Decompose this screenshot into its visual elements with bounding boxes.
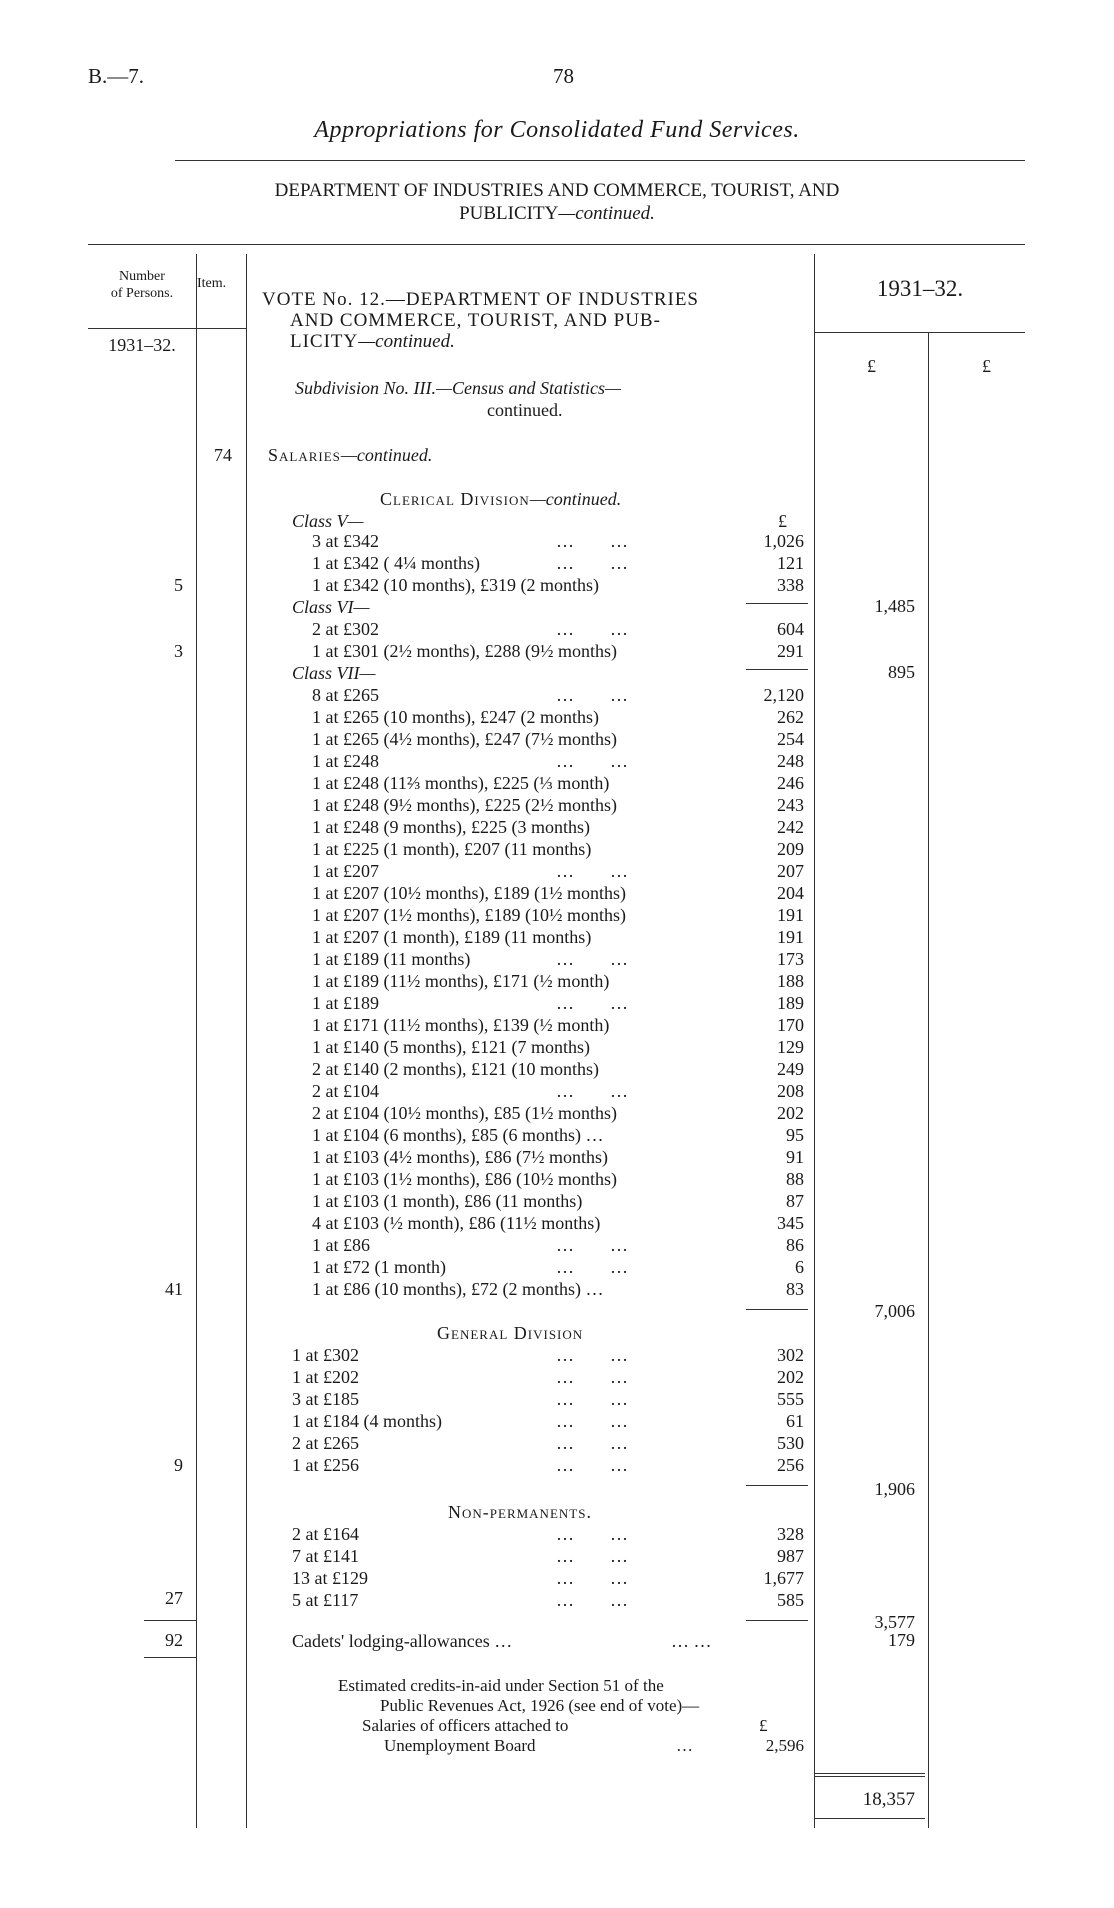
class-vii-row-amount: 249 xyxy=(777,1059,804,1079)
class-vii-row-text: 1 at £103 (1 month), £86 (11 months) xyxy=(312,1191,583,1211)
class-vii-row-text: 1 at £189 (11 months) xyxy=(312,949,471,969)
class-vii-row-amount: 191 xyxy=(777,927,804,947)
class-vii-row-amount: 246 xyxy=(777,773,804,793)
non-permanents-row-text: 13 at £129 xyxy=(292,1568,368,1588)
class-vii-row-amount: 188 xyxy=(777,971,804,991)
general-division-row-amount: 61 xyxy=(786,1411,804,1431)
class-vii-row-text: 1 at £265 (10 months), £247 (2 months) xyxy=(312,707,599,727)
non-permanents-subtotal-rule xyxy=(746,1620,808,1621)
column-rule-persons xyxy=(196,254,197,1828)
document-reference: B.—7. xyxy=(88,64,145,88)
class-vii-row-text: 1 at £171 (11½ months), £139 (½ month) xyxy=(312,1015,610,1035)
total-persons: 92 xyxy=(165,1630,183,1650)
class-vii-row-text: 1 at £225 (1 month), £207 (11 months) xyxy=(312,839,592,859)
general-division-row-dots: … … xyxy=(556,1411,628,1431)
class-vii-row-amount: 173 xyxy=(777,949,804,969)
class-vii-row-amount: 129 xyxy=(777,1037,804,1057)
class-vii-row-amount: 345 xyxy=(777,1213,804,1233)
general-division-row-dots: … … xyxy=(556,1455,628,1475)
class-vii-label: Class VII— xyxy=(292,663,376,683)
department-title-line1: DEPARTMENT OF INDUSTRIES AND COMMERCE, TOURIST, AND xyxy=(274,180,840,201)
class-vii-row-dots: … … xyxy=(556,861,628,881)
non-permanents-persons: 27 xyxy=(165,1588,183,1608)
non-permanents-row-amount: 328 xyxy=(777,1524,804,1544)
class-vii-row-amount: 87 xyxy=(786,1191,804,1211)
class-vii-row-amount: 243 xyxy=(777,795,804,815)
general-division-row-text: 3 at £185 xyxy=(292,1389,359,1409)
general-division-row-amount: 530 xyxy=(777,1433,804,1453)
vote-title-line2: AND COMMERCE, TOURIST, AND PUB- xyxy=(290,310,661,331)
credits-pound: £ xyxy=(759,1716,768,1735)
vote-title-name: LICITY xyxy=(290,331,359,352)
clerical-division-label: Clerical Division xyxy=(380,489,530,509)
salaries-continued: —continued. xyxy=(340,445,433,465)
class-vi-row-text: 2 at £302 xyxy=(312,619,379,639)
clerical-division-continued: —continued. xyxy=(529,489,622,509)
running-title: Appropriations for Consolidated Fund Services. xyxy=(314,117,800,143)
class-vi-row-amount: 291 xyxy=(777,641,804,661)
class-vii-total: 7,006 xyxy=(874,1301,915,1321)
general-division-row-text: 1 at £202 xyxy=(292,1367,359,1387)
class-v-row-amount: 1,026 xyxy=(763,531,804,551)
class-vii-row-text: 1 at £207 xyxy=(312,861,379,881)
vote-title-line1: VOTE No. 12.—DEPARTMENT OF INDUSTRIES xyxy=(262,289,699,310)
non-permanents-heading: Non-permanents. xyxy=(448,1502,592,1522)
non-permanents-row-amount: 1,677 xyxy=(763,1568,804,1588)
class-vi-row-dots: … … xyxy=(556,619,628,639)
persons-total-rule-bottom xyxy=(144,1657,196,1658)
persons-total-rule-top xyxy=(144,1620,196,1621)
class-vii-row-text: 1 at £207 (1½ months), £189 (10½ months) xyxy=(312,905,626,925)
class-vii-row-amount: 207 xyxy=(777,861,804,881)
class-v-row-amount: 121 xyxy=(777,553,804,573)
class-v-total: 1,485 xyxy=(874,596,915,616)
class-vi-persons: 3 xyxy=(174,641,183,661)
non-permanents-row-dots: … … xyxy=(556,1524,628,1544)
pound-heading-1: £ xyxy=(867,356,876,376)
vote-title-continued: —continued. xyxy=(358,331,455,352)
class-v-row-amount: 338 xyxy=(777,575,804,595)
general-division-row-dots: … … xyxy=(556,1433,628,1453)
class-vii-row-amount: 204 xyxy=(777,883,804,903)
class-vii-row-amount: 242 xyxy=(777,817,804,837)
general-division-persons: 9 xyxy=(174,1455,183,1475)
class-vi-total: 895 xyxy=(888,662,915,682)
class-vii-row-dots: … … xyxy=(556,751,628,771)
class-v-row-dots: … … xyxy=(556,553,628,573)
class-vii-row-amount: 254 xyxy=(777,729,804,749)
class-vii-row-amount: 170 xyxy=(777,1015,804,1035)
title-rule xyxy=(175,160,1025,161)
credits-line1: Estimated credits-in-aid under Section 51 of the xyxy=(338,1676,664,1695)
column-rule-pounds xyxy=(928,332,929,1828)
column-rule-item xyxy=(246,254,247,1828)
salaries-label: Salaries xyxy=(268,445,341,465)
credits-amount: 2,596 xyxy=(765,1736,804,1755)
class-vii-row-text: 1 at £248 (9 months), £225 (3 months) xyxy=(312,817,590,837)
class-vii-row-amount: 86 xyxy=(786,1235,804,1255)
class-vii-row-text: 1 at £86 (10 months), £72 (2 months) … xyxy=(312,1279,604,1299)
class-vii-row-dots: … … xyxy=(556,1235,628,1255)
item-number: 74 xyxy=(214,445,232,465)
class-vii-row-text: 1 at £189 (11½ months), £171 (½ month) xyxy=(312,971,610,991)
class-v-row-text: 1 at £342 ( 4¼ months) xyxy=(312,553,480,573)
cadets-total: 179 xyxy=(888,1630,915,1650)
class-vi-subtotal-rule xyxy=(746,669,808,670)
credits-line4: Unemployment Board xyxy=(384,1736,536,1755)
non-permanents-row-amount: 585 xyxy=(777,1590,804,1610)
class-vi-row-text: 1 at £301 (2½ months), £288 (9½ months) xyxy=(312,641,617,661)
grand-total-rule-3 xyxy=(815,1818,925,1819)
non-permanents-row-text: 2 at £164 xyxy=(292,1524,359,1544)
pound-heading-2: £ xyxy=(982,356,991,376)
general-division-heading: General Division xyxy=(437,1323,584,1343)
class-v-persons: 5 xyxy=(174,575,183,595)
non-permanents-total: 3,577 xyxy=(874,1612,915,1632)
class-vii-row-text: 2 at £140 (2 months), £121 (10 months) xyxy=(312,1059,599,1079)
class-vii-row-text: 1 at £103 (1½ months), £86 (10½ months) xyxy=(312,1169,617,1189)
class-vii-row-text: 2 at £104 (10½ months), £85 (1½ months) xyxy=(312,1103,617,1123)
class-vii-row-amount: 208 xyxy=(777,1081,804,1101)
class-vii-row-text: 1 at £248 (11⅔ months), £225 (⅓ month) xyxy=(312,773,610,793)
clerical-division-heading xyxy=(380,490,621,508)
class-vii-row-amount: 209 xyxy=(777,839,804,859)
general-division-row-amount: 256 xyxy=(777,1455,804,1475)
department-rule xyxy=(88,244,1025,245)
general-division-row-text: 1 at £302 xyxy=(292,1345,359,1365)
grand-total-rule-1 xyxy=(815,1773,925,1774)
class-vii-row-text: 2 at £104 xyxy=(312,1081,379,1101)
number-of-persons-heading-2: of Persons. xyxy=(110,286,174,301)
non-permanents-row-text: 7 at £141 xyxy=(292,1546,359,1566)
class-vii-row-dots: … … xyxy=(556,1257,628,1277)
non-permanents-row-dots: … … xyxy=(556,1590,628,1610)
general-division-row-amount: 555 xyxy=(777,1389,804,1409)
column-rule-amount xyxy=(814,254,815,1828)
general-division-row-text: 1 at £184 (4 months) xyxy=(292,1411,442,1431)
credits-dots: … xyxy=(676,1736,693,1755)
class-vii-row-dots: … … xyxy=(556,949,628,969)
grand-total: 18,357 xyxy=(862,1789,915,1810)
general-division-row-amount: 302 xyxy=(777,1345,804,1365)
class-vii-row-amount: 95 xyxy=(786,1125,804,1145)
credits-line3: Salaries of officers attached to xyxy=(362,1716,569,1735)
class-vii-row-amount: 6 xyxy=(795,1257,804,1277)
class-vii-row-text: 1 at £104 (6 months), £85 (6 months) … xyxy=(312,1125,604,1145)
general-division-subtotal-rule xyxy=(746,1485,808,1486)
class-vii-row-text: 1 at £189 xyxy=(312,993,379,1013)
class-vii-row-amount: 2,120 xyxy=(763,685,804,705)
class-v-label: Class V— xyxy=(292,511,364,531)
class-vii-row-text: 1 at £248 xyxy=(312,751,379,771)
page-number: 78 xyxy=(553,64,574,88)
item-heading-rule xyxy=(197,328,246,329)
class-v-row-text: 3 at £342 xyxy=(312,531,379,551)
subdivision-line1: Subdivision No. III.—Census and Statistics— xyxy=(295,378,622,398)
class-vii-row-dots: … … xyxy=(556,993,628,1013)
class-vi-row-amount: 604 xyxy=(777,619,804,639)
class-vii-row-text: 1 at £265 (4½ months), £247 (7½ months) xyxy=(312,729,617,749)
subdivision-line2: continued. xyxy=(487,400,563,420)
class-vii-row-amount: 91 xyxy=(786,1147,804,1167)
class-vii-row-dots: … … xyxy=(556,685,628,705)
class-v-row-text: 1 at £342 (10 months), £319 (2 months) xyxy=(312,575,599,595)
year-heading-rule xyxy=(815,332,1025,333)
general-division-total: 1,906 xyxy=(874,1479,915,1499)
class-vii-row-amount: 262 xyxy=(777,707,804,727)
class-vii-row-text: 1 at £207 (1 month), £189 (11 months) xyxy=(312,927,592,947)
class-v-pound-heading: £ xyxy=(778,511,787,531)
class-vii-row-text: 8 at £265 xyxy=(312,685,379,705)
general-division-row-dots: … … xyxy=(556,1389,628,1409)
non-permanents-row-amount: 987 xyxy=(777,1546,804,1566)
class-vii-row-amount: 248 xyxy=(777,751,804,771)
class-vii-row-dots: … … xyxy=(556,1081,628,1101)
class-v-row-dots: … … xyxy=(556,531,628,551)
department-title-continued: —continued. xyxy=(558,203,655,224)
non-permanents-row-dots: … … xyxy=(556,1568,628,1588)
salaries-heading xyxy=(268,446,432,464)
class-vii-subtotal-rule xyxy=(746,1309,808,1310)
class-v-subtotal-rule xyxy=(746,603,808,604)
general-division-row-text: 1 at £256 xyxy=(292,1455,359,1475)
class-vii-row-amount: 88 xyxy=(786,1169,804,1189)
general-division-row-text: 2 at £265 xyxy=(292,1433,359,1453)
class-vii-row-text: 1 at £140 (5 months), £121 (7 months) xyxy=(312,1037,590,1057)
class-vii-row-amount: 83 xyxy=(786,1279,804,1299)
class-vii-row-text: 1 at £72 (1 month) xyxy=(312,1257,446,1277)
class-vi-label: Class VI— xyxy=(292,597,370,617)
general-division-row-dots: … … xyxy=(556,1345,628,1365)
year-left-heading: 1931–32. xyxy=(108,335,176,355)
non-permanents-row-dots: … … xyxy=(556,1546,628,1566)
class-vii-row-text: 1 at £103 (4½ months), £86 (7½ months) xyxy=(312,1147,608,1167)
department-title-name: PUBLICITY xyxy=(459,203,559,224)
item-heading: Item. xyxy=(197,276,227,291)
persons-heading-rule xyxy=(88,328,196,329)
general-division-row-dots: … … xyxy=(556,1367,628,1387)
class-vii-row-text: 4 at £103 (½ month), £86 (11½ months) xyxy=(312,1213,601,1233)
non-permanents-row-text: 5 at £117 xyxy=(292,1590,359,1610)
class-vii-row-amount: 189 xyxy=(777,993,804,1013)
department-title-line2 xyxy=(0,204,1114,223)
class-vii-row-amount: 202 xyxy=(777,1103,804,1123)
general-division-row-amount: 202 xyxy=(777,1367,804,1387)
class-vii-row-amount: 191 xyxy=(777,905,804,925)
class-vii-row-text: 1 at £248 (9½ months), £225 (2½ months) xyxy=(312,795,617,815)
credits-line2: Public Revenues Act, 1926 (see end of vote)— xyxy=(380,1696,700,1715)
vote-title-line3 xyxy=(290,332,455,351)
class-vii-row-text: 1 at £86 xyxy=(312,1235,370,1255)
class-vii-persons: 41 xyxy=(165,1279,183,1299)
cadets-label: Cadets' lodging-allowances … xyxy=(292,1631,513,1651)
year-heading: 1931–32. xyxy=(876,276,964,301)
grand-total-rule-2 xyxy=(815,1776,925,1777)
class-vii-row-text: 1 at £207 (10½ months), £189 (1½ months) xyxy=(312,883,626,903)
number-of-persons-heading-1: Number xyxy=(119,269,165,284)
cadets-dots: … … xyxy=(671,1631,712,1651)
